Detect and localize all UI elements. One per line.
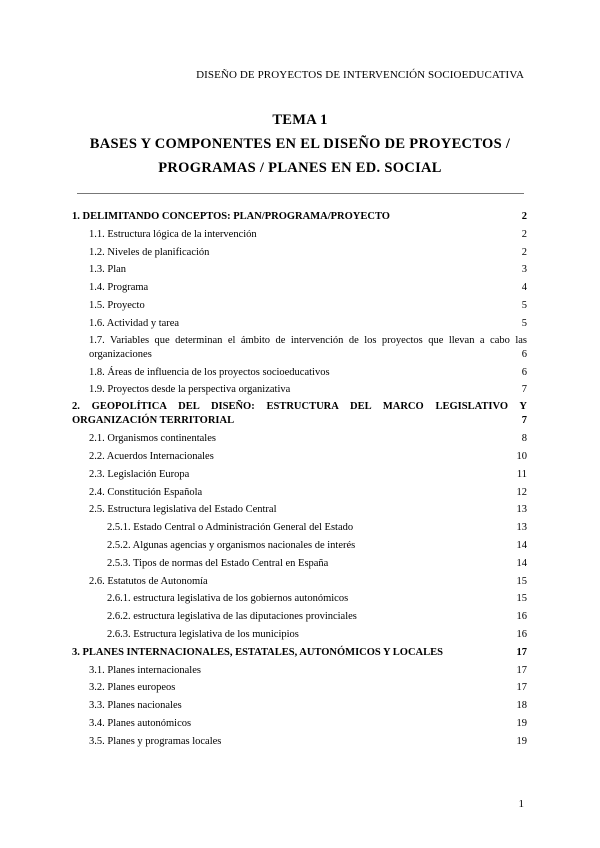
toc-entry-label: 1.8. Áreas de influencia de los proyectos socioeducativos [89,366,330,378]
toc-entry-page: 7 [521,415,527,427]
divider [77,193,524,194]
toc-entry-label: 1.6. Actividad y tarea [89,317,180,329]
toc-entry[interactable] [72,715,527,733]
toc-entry-page: 3 [521,264,527,276]
toc-entry[interactable] [72,519,527,537]
toc-entry-page: 8 [521,433,527,445]
toc-entry-label: 2.6.3. Estructura legislativa de los municipios [107,628,299,640]
toc-entry-label: 2.3. Legislación Europa [89,468,190,480]
toc-entry-page: 6 [521,366,527,378]
toc-entry-label: 2.6. Estatutos de Autonomía [89,575,208,587]
toc-entry[interactable] [72,399,527,430]
toc-entry[interactable] [72,555,527,573]
toc-entry-page: 18 [516,700,527,712]
toc-entry[interactable] [72,662,527,680]
running-header: DISEÑO DE PROYECTOS DE INTERVENCIÓN SOCIOEDUCATIVA [196,69,524,81]
toc-entry-label: 2.5.3. Tipos de normas del Estado Central en España [107,557,329,569]
toc-entry-page: 13 [516,522,527,534]
toc-entry-page: 10 [516,450,527,462]
toc-entry-label: 3.4. Planes autonómicos [89,717,192,729]
toc-entry-label: 1.7. Variables que determinan el ámbito de intervención de los proyectos que llevan a cabo las organizaciones [89,334,527,360]
toc-entry-page: 16 [516,628,527,640]
toc-entry-label: 1.2. Niveles de planificación [89,246,210,258]
toc-entry[interactable] [72,644,527,662]
toc-entry-page: 14 [516,557,527,569]
toc-entry[interactable] [72,279,527,297]
toc-entry-page: 19 [516,717,527,729]
toc-entry-page: 4 [521,282,527,294]
toc-entry[interactable] [72,381,527,399]
toc-entry-page: 15 [516,575,527,587]
topic-number: TEMA 1 [272,112,328,128]
toc-entry-label: 2.4. Constitución Española [89,486,203,498]
toc-entry-label: 2.5.2. Algunas agencias y organismos nacionales de interés [107,539,356,551]
toc-entry[interactable] [72,448,527,466]
toc-entry-page: 6 [521,348,527,360]
toc-entry-label: 1.1. Estructura lógica de la intervención [89,228,257,240]
toc-entry-page: 5 [521,317,527,329]
toc-entry[interactable] [72,679,527,697]
toc-entry-label: 3.5. Planes y programas locales [89,735,222,747]
toc-entry[interactable] [72,626,527,644]
toc-entry[interactable] [72,364,527,382]
title-block [60,108,540,180]
toc-entry-label: 1.9. Proyectos desde la perspectiva organizativa [89,384,291,396]
toc-entry-page: 2 [521,211,527,222]
toc-entry-page: 11 [516,468,527,480]
toc-entry[interactable] [72,733,527,751]
page-number: 1 [518,798,524,810]
toc-entry-page: 5 [521,299,527,311]
toc-entry-label: 2.5.1. Estado Central o Administración General del Estado [107,522,354,534]
toc-entry[interactable] [72,466,527,484]
toc-entry-label: 1. DELIMITANDO CONCEPTOS: PLAN/PROGRAMA/PROYECTO [72,211,390,222]
toc-entry[interactable] [72,226,527,244]
toc-entry-page: 12 [516,486,527,498]
toc-entry-page: 17 [516,646,527,658]
toc-entry-label: 2.6.1. estructura legislativa de los gobiernos autonómicos [107,593,349,605]
toc-entry[interactable] [72,208,527,226]
toc-entry-label: 2.5. Estructura legislativa del Estado Central [89,504,277,516]
toc-entry[interactable] [72,261,527,279]
toc-entry[interactable] [72,315,527,333]
toc-entry-page: 2 [521,246,527,258]
toc-entry-label: 2. GEOPOLÍTICA DEL DISEÑO: ESTRUCTURA DEL MARCO LEGISLATIVO Y ORGANIZACIÓN TERRITORIAL [72,401,527,427]
toc-entry-page: 7 [521,384,527,396]
toc-entry-page: 16 [516,611,527,623]
toc-entry[interactable] [72,484,527,502]
toc-entry-label: 1.5. Proyecto [89,299,145,311]
toc-entry-label: 3. PLANES INTERNACIONALES, ESTATALES, AUTONÓMICOS Y LOCALES [72,646,443,658]
toc-entry[interactable] [72,430,527,448]
toc-entry-label: 1.4. Programa [89,282,149,294]
toc-entry-page: 17 [516,664,527,676]
toc-entry-label: 2.1. Organismos continentales [89,433,216,445]
toc-entry-page: 17 [516,682,527,694]
toc-entry[interactable] [72,697,527,715]
toc-entry-page: 13 [516,504,527,516]
toc-entry-label: 2.6.2. estructura legislativa de las diputaciones provinciales [107,611,357,623]
toc-entry-page: 15 [516,593,527,605]
toc-entry[interactable] [72,297,527,315]
title-line-1: BASES Y COMPONENTES EN EL DISEÑO DE PROYECTOS / [89,136,511,152]
toc-entry[interactable] [72,608,527,626]
toc-entry-label: 2.2. Acuerdos Internacionales [89,450,214,462]
toc-entry-label: 3.2. Planes europeos [89,682,176,694]
toc-entry[interactable] [72,333,527,364]
toc-entry[interactable] [72,573,527,591]
table-of-contents [72,208,527,751]
toc-entry-page: 2 [521,228,527,240]
toc-entry-label: 3.1. Planes internacionales [89,664,201,676]
toc-entry[interactable] [72,501,527,519]
toc-entry[interactable] [72,590,527,608]
toc-entry-label: 1.3. Plan [89,264,127,276]
toc-entry-label: 3.3. Planes nacionales [89,700,182,712]
title-line-2: PROGRAMAS / PLANES EN ED. SOCIAL [158,160,442,176]
toc-entry-page: 19 [516,735,527,747]
toc-entry-page: 14 [516,539,527,551]
toc-entry[interactable] [72,537,527,555]
toc-entry[interactable] [72,244,527,262]
